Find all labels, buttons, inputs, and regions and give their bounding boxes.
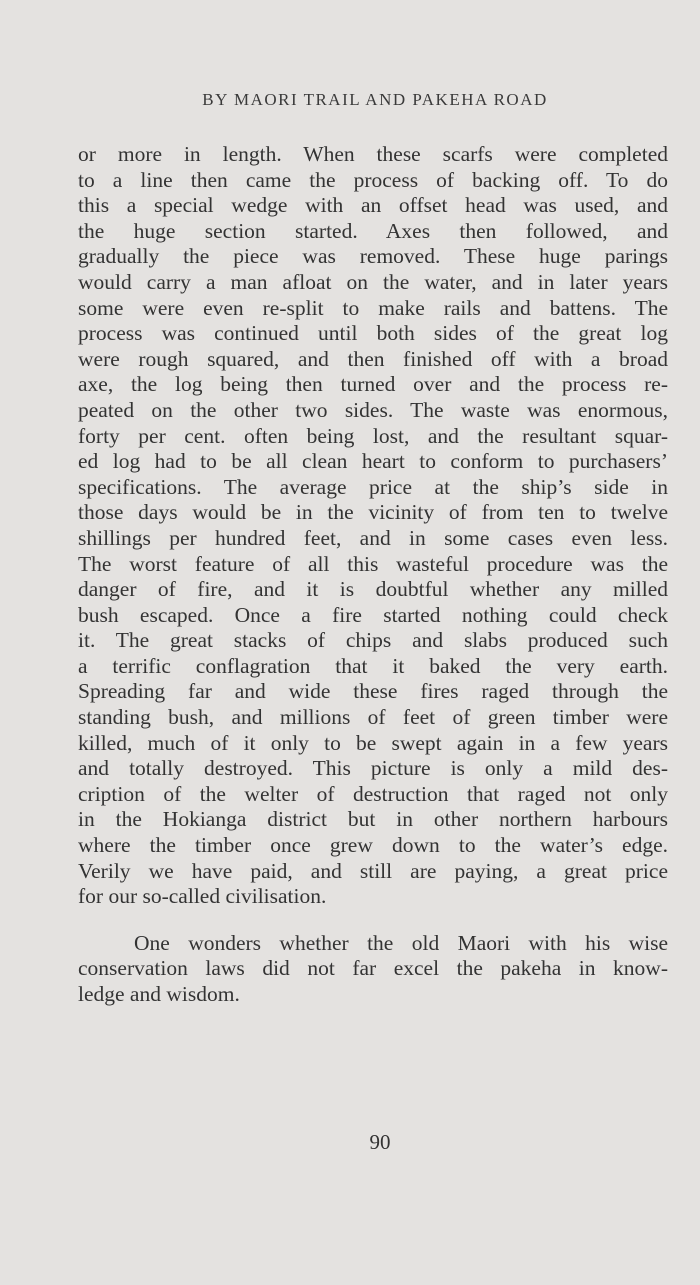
text-line: ed log had to be all clean heart to conform to purchasers’ xyxy=(78,449,668,474)
text-line: to a line then came the process of backing off. To do xyxy=(78,167,668,192)
text-line: it. The great stacks of chips and slabs produced such xyxy=(78,628,668,653)
text-line: the huge section started. Axes then followed, and xyxy=(78,218,668,243)
page-number: 90 xyxy=(369,1130,391,1154)
text-line: Verily we have paid, and still are paying, a great price xyxy=(78,858,668,883)
text-line: those days would be in the vicinity of from ten to twelve xyxy=(78,500,668,525)
text-line: Spreading far and wide these fires raged through the xyxy=(78,679,668,704)
text-line: this a special wedge with an offset head was used, and xyxy=(78,193,668,218)
text-line: in the Hokianga district but in other northern harbours xyxy=(78,807,668,832)
text-line: some were even re-split to make rails and battens. The xyxy=(78,295,668,320)
text-line: bush escaped. Once a fire started nothing could check xyxy=(78,602,668,627)
text-line: axe, the log being then turned over and the process re- xyxy=(78,372,668,397)
running-header: BY MAORI TRAIL AND PAKEHA ROAD xyxy=(202,90,548,109)
text-line: killed, much of it only to be swept again in a few years xyxy=(78,730,668,755)
text-line: were rough squared, and then finished off with a broad xyxy=(78,346,668,371)
text-line: ledge and wisdom. xyxy=(78,982,240,1006)
text-line: danger of fire, and it is doubtful whether any milled xyxy=(78,577,668,602)
text-line: would carry a man afloat on the water, and in later years xyxy=(78,269,668,294)
text-line: shillings per hundred feet, and in some cases even less. xyxy=(78,525,668,550)
text-line: standing bush, and millions of feet of green timber were xyxy=(78,705,668,730)
text-line: and totally destroyed. This picture is only a mild des- xyxy=(78,756,668,781)
text-line: peated on the other two sides. The waste was enormous, xyxy=(78,397,668,422)
page-body xyxy=(78,142,668,1008)
text-line: where the timber once grew down to the water’s edge. xyxy=(78,833,668,858)
text-line: for our so-called civilisation. xyxy=(78,884,327,909)
text-line: forty per cent. often being lost, and the resultant squar- xyxy=(78,423,668,448)
text-line: cription of the welter of destruction that raged not only xyxy=(78,781,668,806)
text-line: The worst feature of all this wasteful procedure was the xyxy=(78,551,668,576)
text-line: or more in length. When these scarfs were completed xyxy=(78,142,668,166)
text-line: specifications. The average price at the ship’s side in xyxy=(78,474,668,499)
text-line: conservation laws did not far excel the pakeha in know- xyxy=(78,956,668,981)
text-line: process was continued until both sides of the great log xyxy=(78,321,668,346)
text-line: gradually the piece was removed. These huge parings xyxy=(78,244,668,269)
text-line: a terrific conflagration that it baked the very earth. xyxy=(78,653,668,678)
paragraph-2 xyxy=(78,931,668,1008)
text-line: One wonders whether the old Maori with his wise xyxy=(134,930,668,955)
paragraph-1 xyxy=(78,142,668,910)
